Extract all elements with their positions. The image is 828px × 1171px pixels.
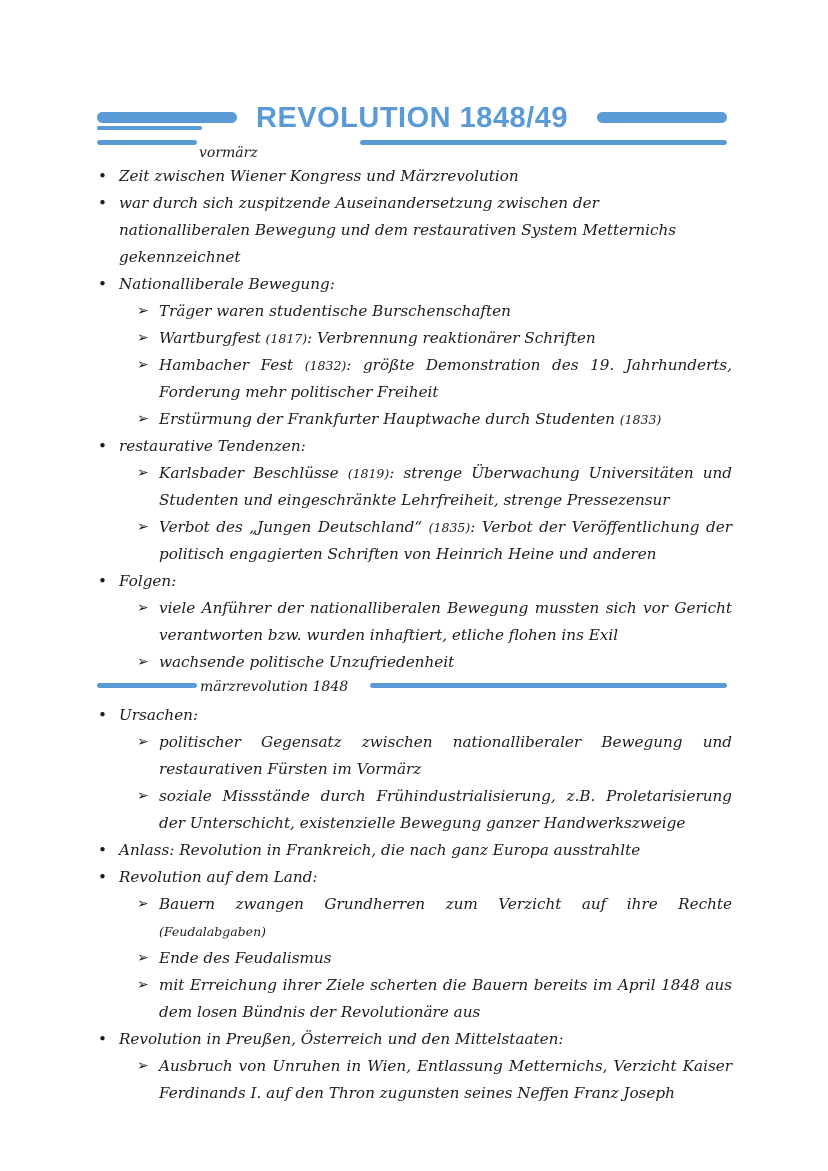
sub-item-text: Verbot des „Jungen Deutschland“ [159,518,423,536]
sub-item-text: Erstürmung der Frankfurter Hauptwache durch Studenten [159,410,615,428]
sub-list-item [97,891,732,945]
section-list-vormaerz [97,163,732,676]
sub-item-date: (1819) [347,466,390,481]
sub-item-text-continued: : Verbot der Veröffentlichung der politisch engagierten Schriften von Heinrich Heine und anderen [159,518,732,563]
sub-item-date: (Feudalabgaben) [159,924,267,939]
sub-list-item [97,406,732,433]
section-heading-vormaerz [97,140,727,160]
list-item: • Anlass: Revolution in Frankreich, die nach ganz Europa ausstrahlte [97,837,732,864]
sub-item-date: (1835) [428,520,471,535]
page-title: REVOLUTION 1848/49 [97,100,727,136]
title-banner [97,100,727,136]
sub-list-item [97,595,732,649]
list-item: • Revolution auf dem Land: [97,864,732,891]
sub-item-text: mit Erreichung ihrer Ziele scherten die Bauern bereits im April 1848 aus dem losen Bündnis der Revolutionäre aus [159,976,732,1021]
sub-item-text: wachsende politische Unzufriedenheit [159,653,455,671]
section-bar-left [97,683,197,688]
sub-item-text: Ausbruch von Unruhen in Wien, Entlassung Metternichs, Verzicht Kaiser Ferdinands I. auf den Thron zugunsten seines Neffen Franz Joseph [159,1057,732,1102]
sub-item-text: Karlsbader Beschlüsse [159,464,339,482]
sub-item-text: politischer Gegensatz zwischen nationalliberaler Bewegung und restaurativen Fürsten im Vormärz [159,733,732,778]
sub-list-item [97,298,732,325]
sub-item-date: (1817) [265,331,308,346]
sub-item-date: (1832) [304,358,347,373]
section-heading-label: vormärz [199,145,258,161]
sub-list-item [97,460,732,514]
list-item: • Folgen: [97,568,732,595]
sub-list-item [97,1053,732,1107]
section-heading-label: märzrevolution 1848 [200,679,349,695]
section-list-maerzrevolution [97,702,732,1107]
sub-list-item [97,729,732,783]
sub-item-text-continued: : Verbrennung reaktionärer Schriften [307,329,596,347]
sub-item-text: viele Anführer der nationalliberalen Bewegung mussten sich vor Gericht verantworten bzw. wurden inhaftiert, etliche flohen ins Exil [159,599,732,644]
section-bar-right [370,683,727,688]
sub-item-text-continued: : strenge Überwachung Universitäten und Studenten und eingeschränkte Lehrfreiheit, strenge Pressezensur [159,464,732,509]
sub-item-text-continued: : größte Demonstration des 19. Jahrhunderts, Forderung mehr politischer Freiheit [159,356,732,401]
sub-item-text: Wartburgfest [159,329,261,347]
list-item: • Ursachen: [97,702,732,729]
list-item: • Zeit zwischen Wiener Kongress und Märzrevolution [97,163,732,190]
sub-item-text: soziale Missstände durch Frühindustrialisierung, z.B. Proletarisierung der Unterschicht, existenzielle Bewegung ganzer Handwerkszweige [159,787,732,832]
sub-list-item [97,325,732,352]
sub-item-text: Ende des Feudalismus [159,949,332,967]
sub-list-item [97,514,732,568]
section-bar-left [97,140,197,145]
sub-item-text: Hambacher Fest [159,356,294,374]
sub-item-text: Träger waren studentische Burschenschaften [159,302,511,320]
list-item: • Nationalliberale Bewegung: [97,271,732,298]
sub-item-text: Bauern zwangen Grundherren zum Verzicht auf ihre Rechte [159,895,732,913]
section-heading-maerzrevolution [97,678,727,698]
list-item: • restaurative Tendenzen: [97,433,732,460]
sub-list-item [97,783,732,837]
section-bar-right [360,140,727,145]
sub-list-item [97,649,732,676]
sub-item-date: (1833) [619,412,662,427]
list-item: • Revolution in Preußen, Österreich und den Mittelstaaten: [97,1026,732,1053]
list-item: • war durch sich zuspitzende Auseinandersetzung zwischen der nationalliberalen Bewegung und dem restaurativen System Metternichs gekennzeichnet [97,190,732,271]
sub-list-item [97,352,732,406]
sub-list-item [97,972,732,1026]
sub-list-item [97,945,732,972]
